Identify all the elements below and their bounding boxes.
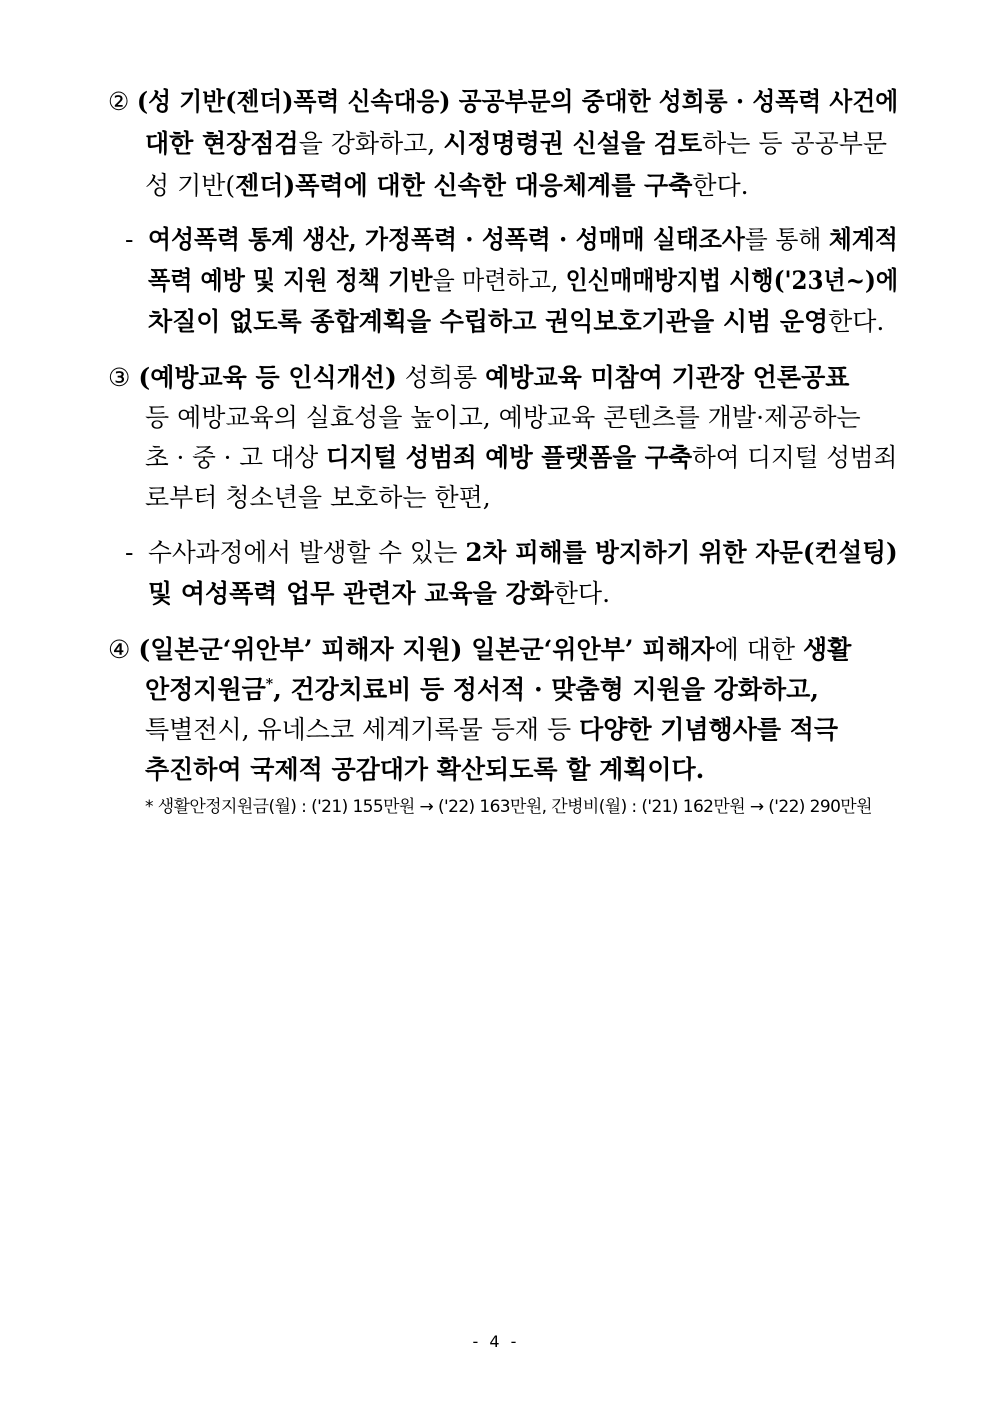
section3-sub-line2: 및 여성폭력 업무 관련자 교육을 강화한다. [148,579,611,608]
section4-line1: ④ (일본군‘위안부’ 피해자 지원) 일본군‘위안부’ 피해자에 대한 생활 [108,635,852,664]
section4-line2: 안정지원금*, 건강치료비 등 정서적 · 맞춤형 지원을 강화하고, [145,675,819,704]
section4-marker: ④ [108,635,131,664]
section3-line2: 등 예방교육의 실효성을 높이고, 예방교육 콘텐츠를 개발·제공하는 [145,403,861,432]
section4-line4: 추진하여 국제적 공감대가 확산되도록 할 계획이다. [145,755,705,784]
section3-sub-line1: 수사과정에서 발생할 수 있는 2차 피해를 방지하기 위한 자문(컨설팅) [148,538,898,567]
section2-line1 [108,82,899,122]
section3-marker: ③ [108,363,131,392]
section3-line3: 초 · 중 · 고 대상 디지털 성범죄 예방 플랫폼을 구축하여 디지털 성범죄 [145,443,898,472]
page-number: - 4 - [472,1332,520,1351]
section2-line2: 대한 현장점검을 강화하고, 시정명령권 신설을 검토하는 등 공공부문 [145,129,888,158]
section2-sub-line2: 폭력 예방 및 지원 정책 기반을 마련하고, 인신매매방지법 시행('23년~)에 [148,266,899,295]
section3-line1: ③ (예방교육 등 인식개선) 성희롱 예방교육 미참여 기관장 언론공표 [108,363,850,392]
section2-sub-line3: 차질이 없도록 종합계획을 수립하고 권익보호기관을 시범 운영한다. [148,307,885,336]
footnote: * 생활안정지원금(월) : ('21) 155만원 → ('22) 163만원, 간병비(월) : ('21) 162만원 → ('22) 290만원 [145,797,872,817]
section2-line3: 성 기반(젠더)폭력에 대한 신속한 대응체계를 구축한다. [145,171,749,200]
section2-heading: (성 기반(젠더)폭력 신속대응) 공공부문의 중대한 성희롱 · 성폭력 사건에 [136,87,899,116]
section3-sub-dash: - [125,538,134,567]
section3-line4: 로부터 청소년을 보호하는 한편, [145,483,491,512]
section4-line3: 특별전시, 유네스코 세계기록물 등재 등 다양한 기념행사를 적극 [145,715,839,744]
section2-sub-line1: 여성폭력 통계 생산, 가정폭력 · 성폭력 · 성매매 실태조사를 통해 체계적 [148,225,898,254]
section2-sub-dash: - [125,225,134,254]
section2-marker: ② [108,87,130,116]
footnote-marker: * [265,676,274,693]
